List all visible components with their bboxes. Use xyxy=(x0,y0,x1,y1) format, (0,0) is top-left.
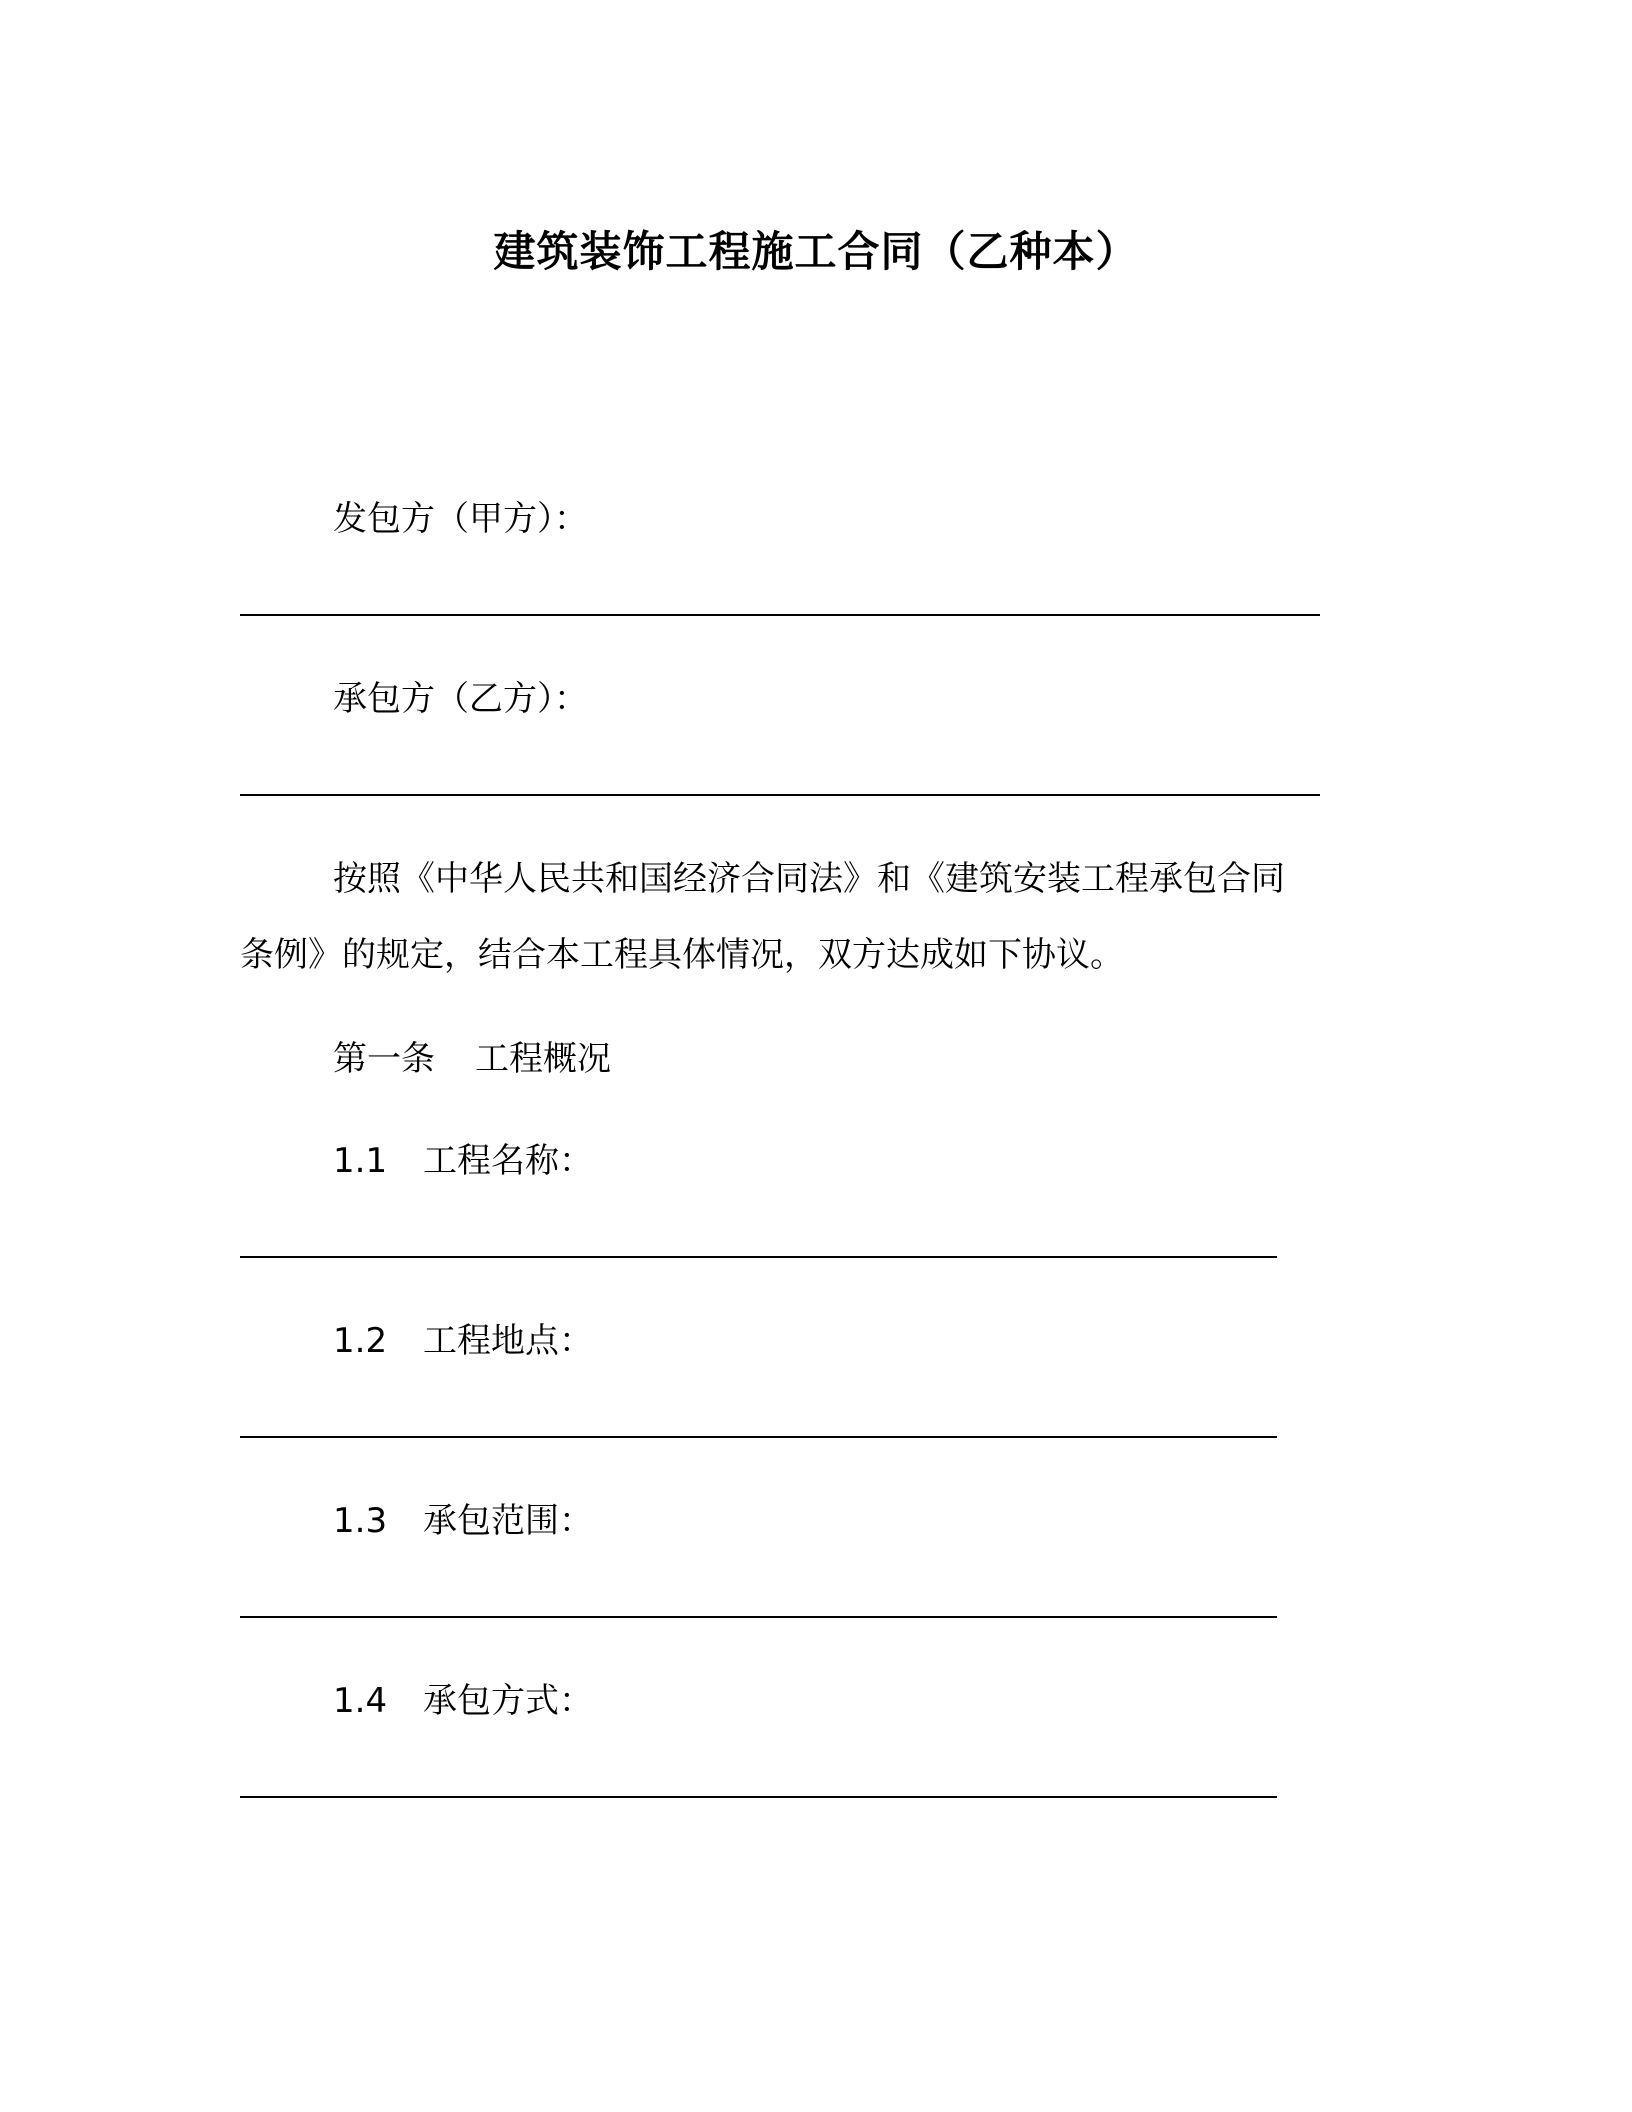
item-label: 承包范围： xyxy=(423,1501,593,1541)
party-a-blank-line xyxy=(240,614,1320,616)
party-b-label: 承包方（乙方）： xyxy=(333,679,588,719)
item-1-3-blank-line xyxy=(240,1616,1277,1618)
preamble-line-1: 按照《中华人民共和国经济合同法》和《建筑安装工程承包合同 xyxy=(333,859,1285,899)
article-1-heading xyxy=(333,1036,611,1082)
item-1-2 xyxy=(333,1318,593,1364)
item-1-1-blank-line xyxy=(240,1256,1277,1258)
item-1-3 xyxy=(333,1498,593,1544)
item-number: 1.2 xyxy=(333,1321,388,1361)
article-title: 工程概况 xyxy=(475,1039,611,1079)
item-label: 工程名称： xyxy=(423,1141,593,1181)
item-1-4 xyxy=(333,1678,593,1724)
item-label: 工程地点： xyxy=(423,1321,593,1361)
item-number: 1.3 xyxy=(333,1501,388,1541)
item-1-4-blank-line xyxy=(240,1796,1277,1798)
party-a-label: 发包方（甲方）： xyxy=(333,499,588,539)
item-label: 承包方式： xyxy=(423,1681,593,1721)
item-1-1 xyxy=(333,1138,593,1184)
article-number: 第一条 xyxy=(333,1039,435,1079)
item-number: 1.1 xyxy=(333,1141,388,1181)
item-number: 1.4 xyxy=(333,1681,388,1721)
item-1-2-blank-line xyxy=(240,1436,1277,1438)
party-b-blank-line xyxy=(240,794,1320,796)
document-title: 建筑装饰工程施工合同（乙种本） xyxy=(493,227,1139,276)
preamble-line-2: 条例》的规定，结合本工程具体情况，双方达成如下协议。 xyxy=(240,935,1124,975)
